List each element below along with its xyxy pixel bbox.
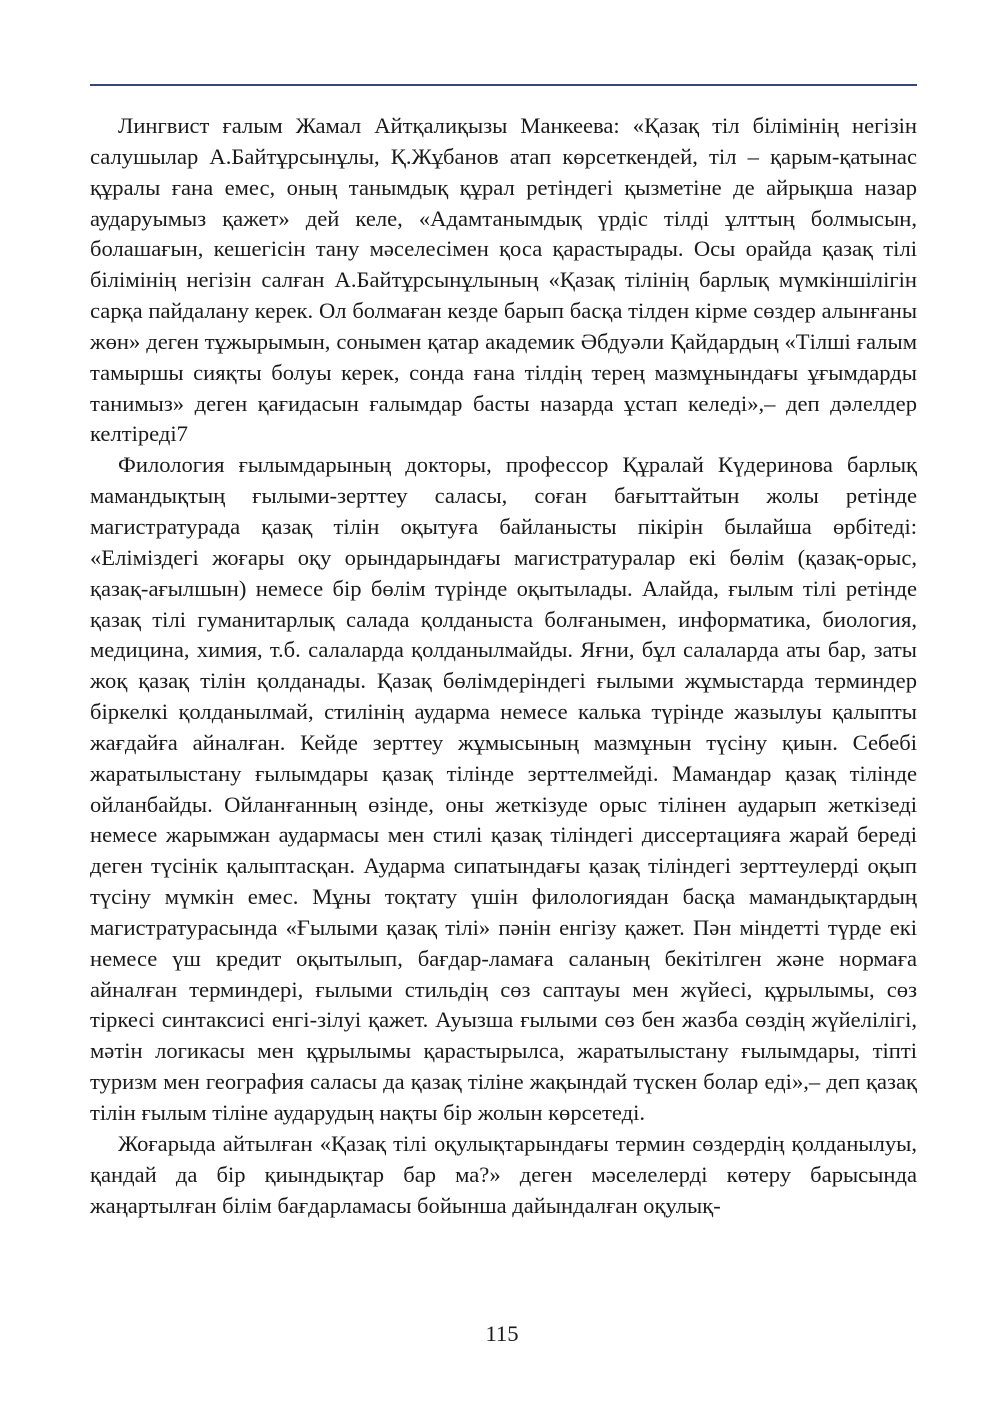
paragraph-1: Лингвист ғалым Жамал Айтқалиқызы Манкеева: «Қазақ тіл білімінің негізін салушылар А.Байтұрсынұлы, Қ.Жұбанов атап көрсеткендей, тіл – қарым-қатынас құралы ғана емес, оның танымдық құрал ретіндегі қызметіне де айрықша назар аударуымыз қажет» дей келе, «Адамтанымдық үрдіс тілді ұлттың болмысын, болашағын, кешегісін тану мәселесімен қоса қарастырады. Осы орайда қазақ тілі білімінің негізін салған А.Байтұрсынұлының «Қазақ тілінің барлық мүмкіншілігін сарқа пайдалану керек. Ол болмаған кезде барып басқа тілден кірме сөздер алынғаны жөн» деген тұжырымын, сонымен қатар академик Әбдуәли Қайдардың «Тілші ғалым тамыршы сияқты болуы керек, сонда ғана тілдің терең мазмұнындағы ұғымдарды танимыз» деген қағидасын ғалымдар басты назарда ұстап келеді»,– деп дәлелдер келтіреді7: [90, 113, 917, 447]
body-text: [90, 111, 917, 1221]
page-number: 115: [485, 1321, 519, 1346]
paragraph-3: Жоғарыда айтылған «Қазақ тілі оқулықтарындағы термин сөздердің қолданылуы, қандай да бір қиындықтар бар ма?» деген мәселелерді көтеру барысында жаңартылған білім бағдарламасы бойынша дайындалған оқулық-: [90, 1130, 917, 1218]
header-rule: [90, 84, 917, 86]
paragraph-2: Филология ғылымдарының докторы, профессор Құралай Күдеринова барлық мамандықтың ғылыми-зерттеу саласы, соған бағыттайтын жолы ретінде магистратурада қазақ тілін оқытуға байланысты пікірін былайша өрбітеді: «Еліміздегі жоғары оқу орындарындағы магистратуралар екі бөлім (қазақ-орыс, қазақ-ағылшын) немесе бір бөлім түрінде оқытылады. Алайда, ғылым тілі ретінде қазақ тілі гуманитарлық салада қолданыста болғанымен, информатика, биология, медицина, химия, т.б. салаларда қолданылмайды. Яғни, бұл салаларда аты бар, заты жоқ қазақ тілін қолданады. Қазақ бөлімдеріндегі ғылыми жұмыстарда терминдер біркелкі қолданылмай, стилінің аударма немесе калька түрінде жазылуы қалыпты жағдайға айналған. Кейде зерттеу жұмысының мазмұнын түсіну қиын. Себебі жаратылыстану ғылымдары қазақ тілінде зерттелмейді. Мамандар қазақ тілінде ойланбайды. Ойланғанның өзінде, оны жеткізуде орыс тілінен аударып жеткізеді немесе жарымжан аудармасы мен стилі қазақ тіліндегі диссертацияға жарай береді деген түсінік қалыптасқан. Аударма сипатындағы қазақ тіліндегі зерттеулерді оқып түсіну мүмкін емес. Мұны тоқтату үшін филологиядан басқа мамандықтардың магистратурасында «Ғылыми қазақ тілі» пәнін енгізу қажет. Пән міндетті түрде екі немесе үш кредит оқытылып, бағдар-ламаға саланың бекітілген және нормаға айналған терминдері, ғылыми стильдің сөз саптауы мен жүйесі, құрылымы, сөз тіркесі синтаксисі енгі-зілуі қажет. Ауызша ғылыми сөз бен жазба сөздің жүйелілігі, мәтін логикасы мен құрылымы қарастырылса, жаратылыстану ғылымдары, тіпті туризм мен география саласы да қазақ тіліне жақындай түскен болар еді»,– деп қазақ тілін ғылым тіліне аударудың нақты бір жолын көрсетеді.: [90, 452, 917, 1125]
